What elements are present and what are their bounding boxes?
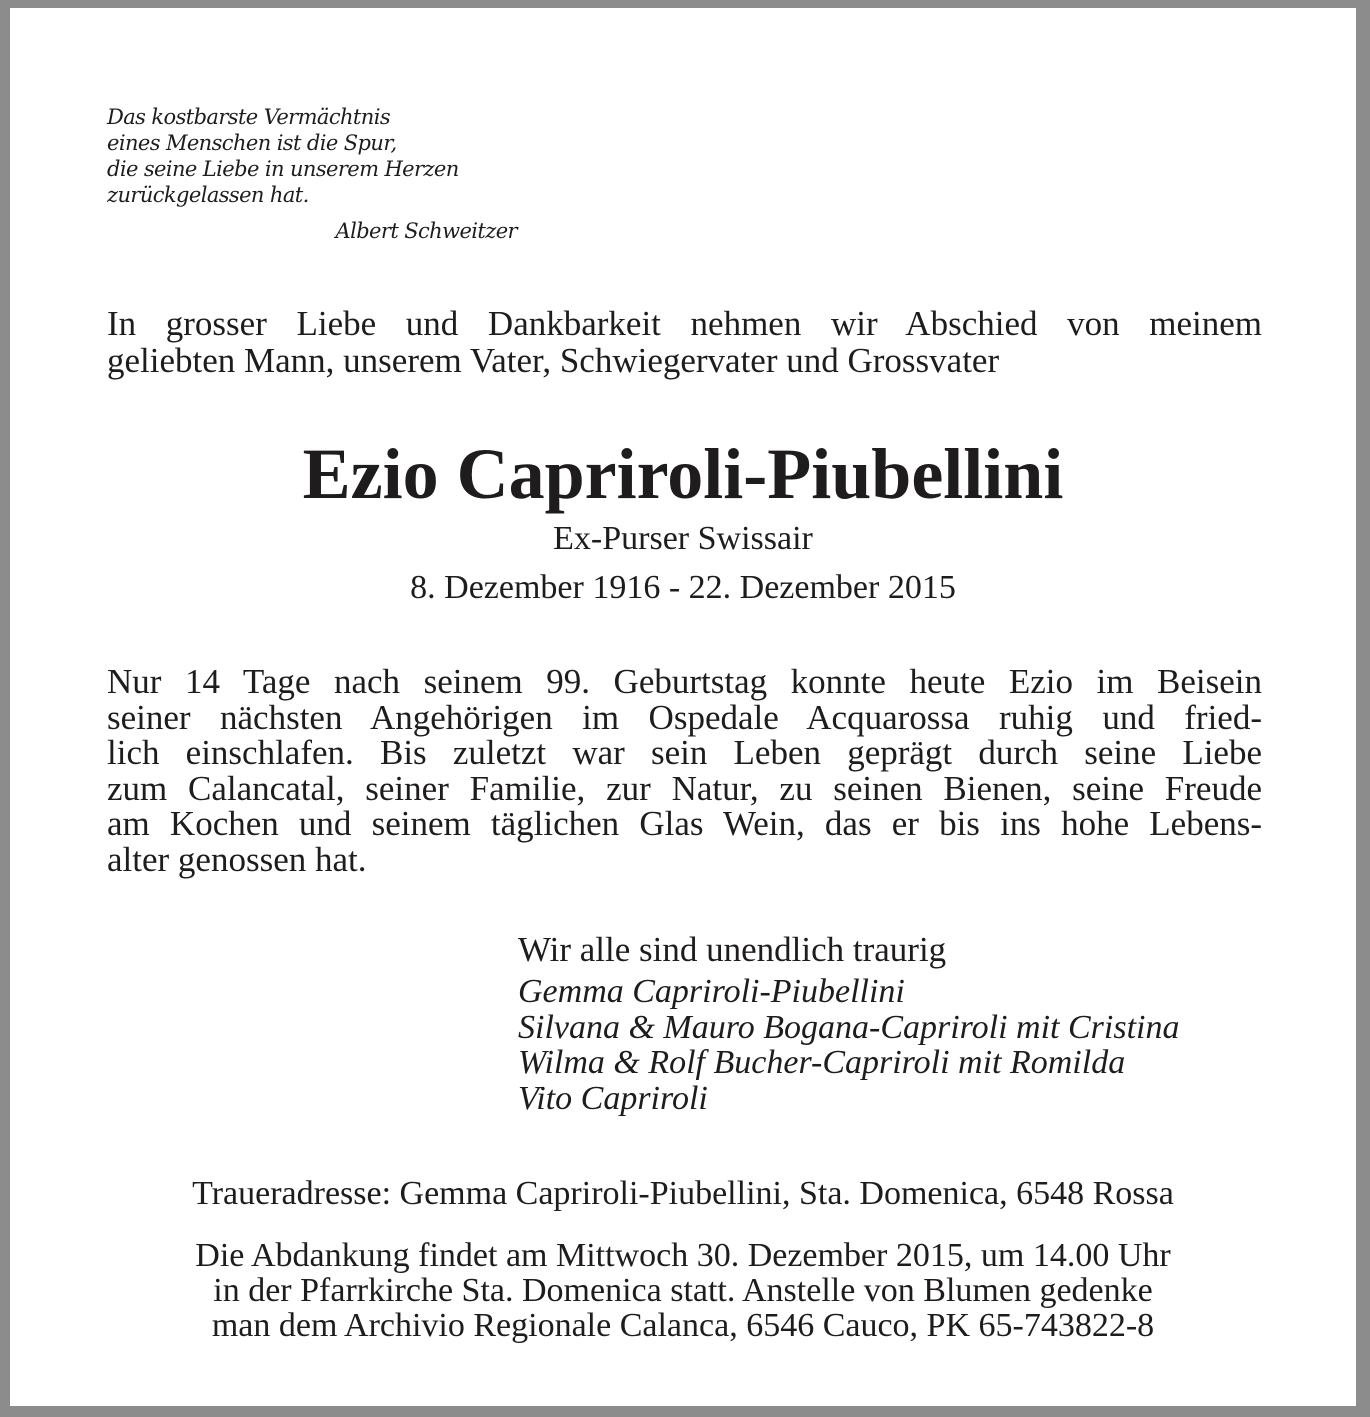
- body-line: Nur 14 Tage nach seinem 99. Geburtstag konnte heute Ezio im Beisein: [107, 662, 1262, 701]
- quote-line: Das kostbarste Vermächtnis: [107, 105, 390, 129]
- deceased-name: Ezio Capriroli-Piubellini: [302, 434, 1064, 514]
- ceremony-notice: [10, 1238, 1356, 1343]
- body-line: seiner nächsten Angehörigen im Ospedale Acquarossa ruhig und fried-: [107, 697, 1262, 737]
- mourners-block: [518, 930, 1278, 1116]
- mourner-name: Wilma & Rolf Bucher-Capriroli mit Romilda: [518, 1044, 1126, 1081]
- ceremony-line: Die Abdankung findet am Mittwoch 30. Dezember 2015, um 14.00 Uhr: [195, 1237, 1171, 1274]
- quote-line: eines Menschen ist die Spur,: [107, 131, 397, 155]
- intro-line: In grosser Liebe und Dankbarkeit nehmen wir Abschied von meinem: [107, 304, 1262, 343]
- body-line: zum Calancatal, seiner Familie, zur Natur, zu seinen Bienen, seine Freude: [107, 768, 1262, 808]
- quote-line: die seine Liebe in unserem Herzen: [107, 157, 459, 181]
- body-line: am Kochen und seinem täglichen Glas Wein, das er bis ins hohe Lebens-: [107, 804, 1262, 843]
- body-line: lich einschlafen. Bis zuletzt war sein Leben geprägt durch seine Liebe: [107, 733, 1262, 772]
- quote-line: zurückgelassen hat.: [107, 183, 309, 207]
- mourning-address: Traueradresse: Gemma Capriroli-Piubellini, Sta. Domenica, 6548 Rossa: [192, 1175, 1174, 1212]
- obituary-page: [10, 8, 1356, 1406]
- mourner-name: Gemma Capriroli-Piubellini: [518, 973, 905, 1010]
- intro-paragraph: [107, 305, 1262, 379]
- ceremony-line: in der Pfarrkirche Sta. Domenica statt. Anstelle von Blumen gedenke: [213, 1272, 1153, 1309]
- epigraph-quote: [107, 104, 517, 244]
- body-line: alter genossen hat.: [107, 839, 367, 879]
- deceased-title: Ex-Purser Swissair: [553, 520, 813, 557]
- deceased-dates: 8. Dezember 1916 - 22. Dezember 2015: [410, 569, 956, 606]
- mourners-heading: Wir alle sind unendlich traurig: [518, 930, 947, 969]
- mourner-name: Silvana & Mauro Bogana-Capriroli mit Cristina: [518, 1008, 1180, 1046]
- obituary-body: [107, 664, 1262, 877]
- quote-author: Albert Schweitzer: [335, 219, 517, 243]
- intro-line: geliebten Mann, unserem Vater, Schwiegervater und Grossvater: [107, 341, 1000, 380]
- mourner-name: Vito Capriroli: [518, 1079, 708, 1117]
- ceremony-line: man dem Archivio Regionale Calanca, 6546 Cauco, PK 65-743822-8: [211, 1307, 1155, 1344]
